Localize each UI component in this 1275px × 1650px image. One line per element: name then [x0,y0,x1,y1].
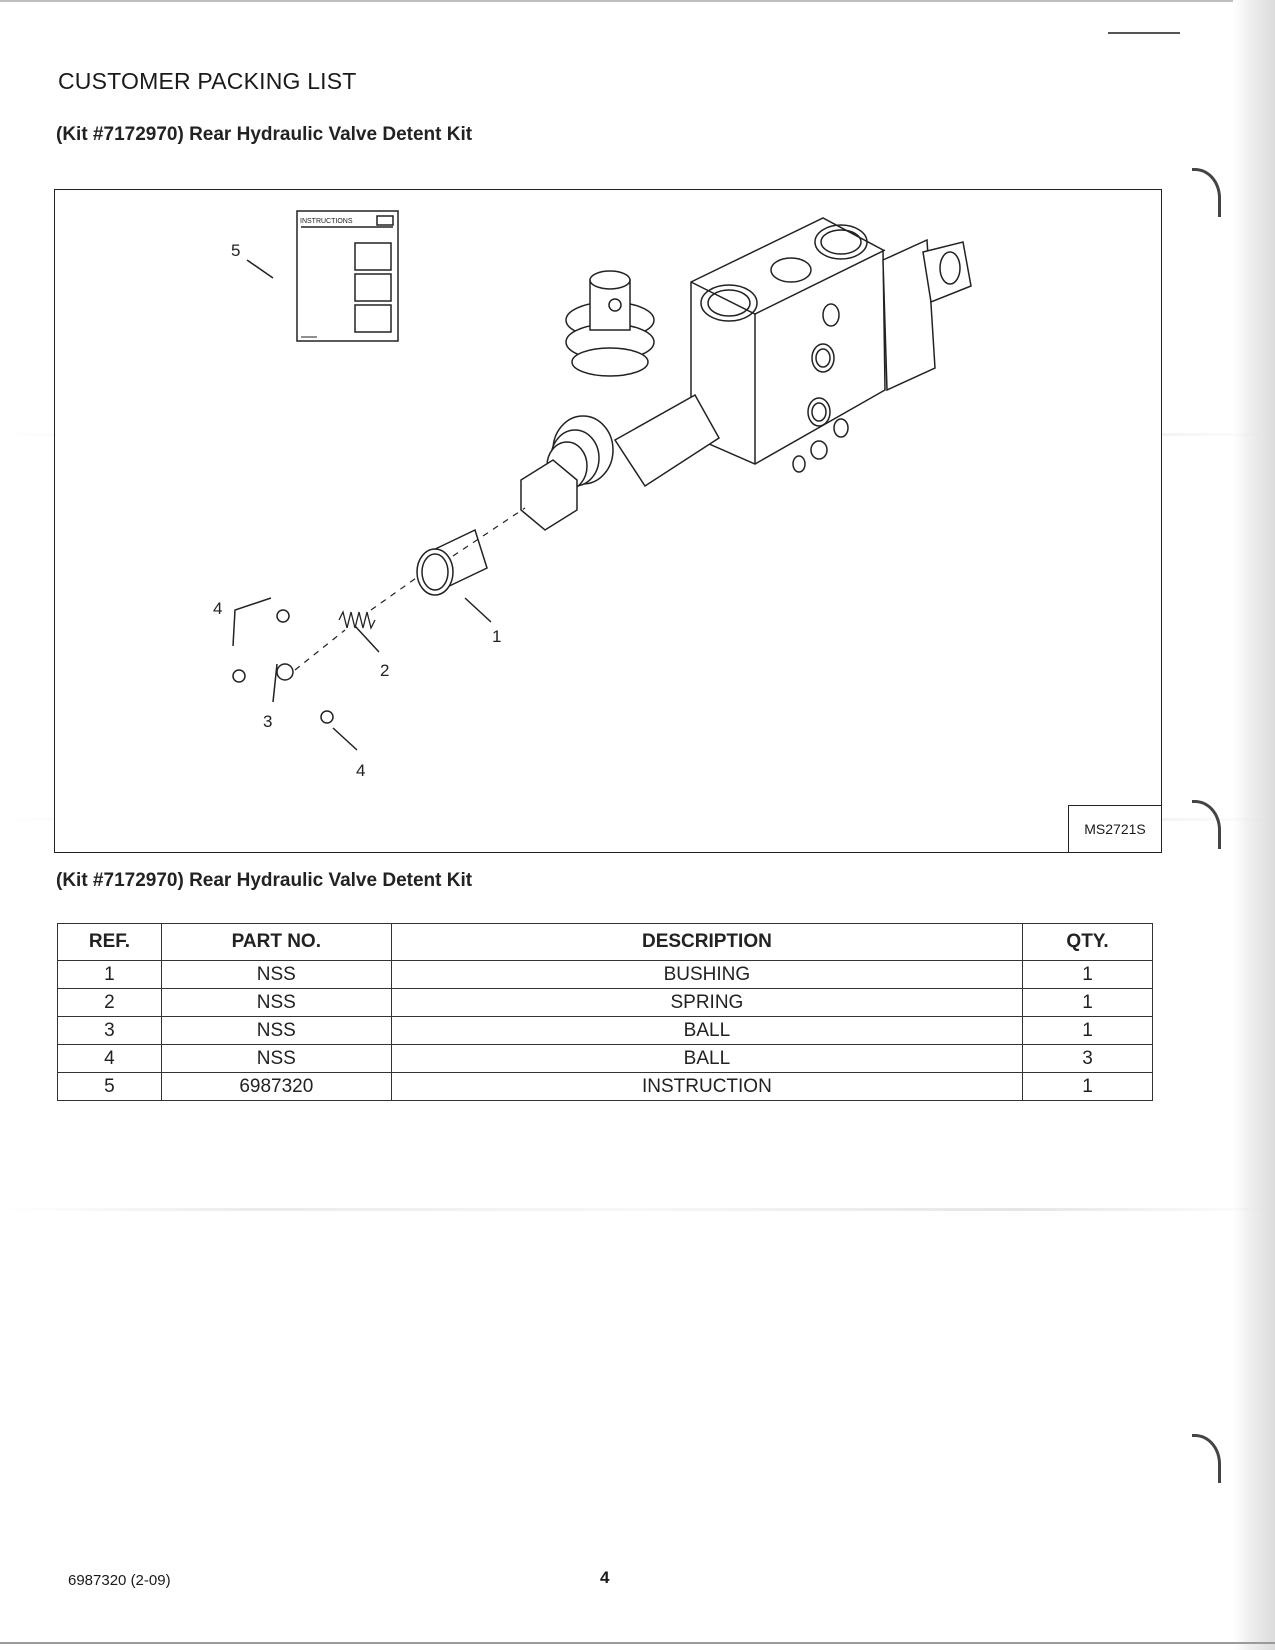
cell-part-no: NSS [161,1045,391,1073]
cell-description: BALL [391,1017,1022,1045]
valve-spool-assembly [521,271,719,530]
table-row [58,961,1153,989]
cell-part-no: NSS [161,989,391,1017]
cell-qty: 1 [1023,989,1153,1017]
header-qty: QTY. [1023,924,1153,961]
callout-4-upper: 4 [213,599,223,618]
binder-hole-top [1192,168,1221,217]
ball-part-left [233,670,245,682]
cell-description: SPRING [391,989,1022,1017]
cell-qty: 3 [1023,1045,1153,1073]
cell-qty: 1 [1023,961,1153,989]
table-row [58,1073,1153,1101]
ball-part-upper [277,610,289,622]
page-bottom-edge [0,1642,1275,1644]
callout-4-lower: 4 [356,761,366,780]
instruction-sheet-label: INSTRUCTIONS [300,218,353,225]
assembly-path [295,508,525,670]
cell-part-no: NSS [161,1017,391,1045]
page-right-shadow [1233,0,1275,1650]
page-top-edge [0,0,1275,2]
cell-ref: 3 [58,1017,162,1045]
spring-part [339,612,375,628]
parts-table [57,923,1153,1101]
exploded-view-figure [54,189,1162,853]
table-row [58,1045,1153,1073]
paper-fold-line [0,1208,1275,1211]
callout-2: 2 [380,661,390,680]
table-row [58,1017,1153,1045]
exploded-view-drawing [55,190,1161,852]
binder-hole-bottom [1192,1434,1221,1483]
cell-ref: 5 [58,1073,162,1101]
cell-ref: 1 [58,961,162,989]
footer-page-number: 4 [600,1568,610,1587]
callout-5: 5 [231,241,241,260]
callout-3: 3 [263,712,273,731]
page-title: CUSTOMER PACKING LIST [58,68,357,94]
cell-ref: 4 [58,1045,162,1073]
footer-doc-number: 6987320 (2-09) [68,1572,171,1589]
corner-mark [1108,32,1180,34]
instruction-sheet-icon [297,211,398,341]
header-ref: REF. [58,924,162,961]
cell-description: INSTRUCTION [391,1073,1022,1101]
cell-part-no: NSS [161,961,391,989]
table-heading: (Kit #7172970) Rear Hydraulic Valve Detent Kit [56,870,473,891]
cell-ref: 2 [58,989,162,1017]
ball-part-center [277,664,293,680]
header-description: DESCRIPTION [391,924,1022,961]
cell-qty: 1 [1023,1017,1153,1045]
ball-part-lower [321,711,333,723]
binder-hole-middle [1192,800,1221,849]
table-header-row [58,924,1153,961]
cell-part-no: 6987320 [161,1073,391,1101]
header-part-no: PART NO. [161,924,391,961]
cell-description: BUSHING [391,961,1022,989]
cell-qty: 1 [1023,1073,1153,1101]
table-row [58,989,1153,1017]
figure-code: MS2721S [1068,805,1161,852]
hydraulic-valve-body [691,218,971,472]
callout-1: 1 [492,627,502,646]
cell-description: BALL [391,1045,1022,1073]
kit-heading: (Kit #7172970) Rear Hydraulic Valve Detent Kit [56,124,473,145]
